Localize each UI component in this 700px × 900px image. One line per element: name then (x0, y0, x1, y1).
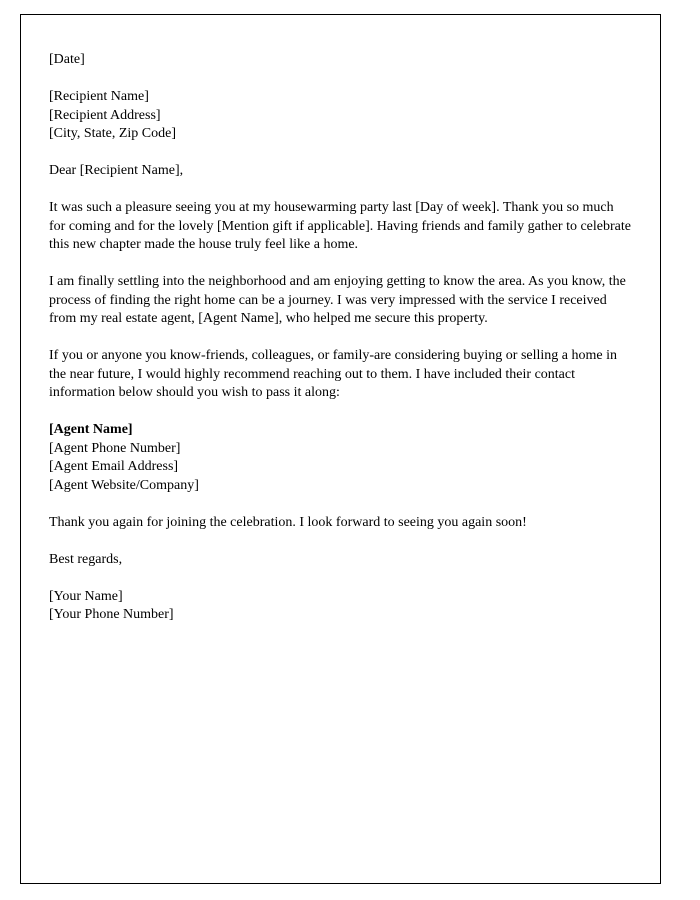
recipient-address: [Recipient Address] (49, 107, 161, 123)
agent-phone: [Agent Phone Number] (49, 440, 181, 456)
recipient-block (49, 88, 632, 144)
blank-line (49, 181, 632, 200)
blank-line (49, 495, 632, 514)
body-paragraph-3: If you or anyone you know-friends, colleagues, or family-are considering buying or selling a home in the near future, I would highly recommend reaching out to them. I have included their contact information below should you wish to pass it along: (49, 348, 618, 400)
agent-website: [Agent Website/Company] (49, 477, 199, 493)
body-paragraph-2: I am finally settling into the neighborhood and am enjoying getting to know the area. As you know, the process of finding the right home can be a journey. I was very impressed with the service I received from my real estate agent, [Agent Name], who helped me secure this property. (49, 274, 626, 326)
recipient-city-state-zip: [City, State, Zip Code] (49, 126, 177, 141)
signature-block (49, 588, 632, 625)
agent-name: [Agent Name] (49, 422, 133, 437)
body-paragraph-1: It was such a pleasure seeing you at my housewarming party last [Day of week]. Thank you so much for coming and for the lovely [Mention gift if applicable]. Having friends and family gather to celebrate this new chapter made the house truly feel like a home. (49, 200, 631, 252)
blank-line (49, 532, 632, 551)
salutation: Dear [Recipient Name], (49, 163, 184, 178)
blank-line (49, 70, 632, 89)
closing-paragraph: Thank you again for joining the celebration. I look forward to seeing you again soon! (49, 514, 527, 530)
letter-page (20, 14, 661, 884)
blank-line (49, 255, 632, 274)
letter-date: [Date] (49, 52, 85, 67)
blank-line (49, 144, 632, 163)
blank-line (49, 403, 632, 422)
agent-contact-block (49, 421, 632, 495)
recipient-name: [Recipient Name] (49, 89, 149, 104)
sign-off: Best regards, (49, 551, 123, 567)
agent-email: [Agent Email Address] (49, 459, 179, 474)
blank-line (49, 329, 632, 348)
signature-phone: [Your Phone Number] (49, 607, 174, 622)
blank-line (49, 569, 632, 588)
signature-name: [Your Name] (49, 588, 123, 604)
